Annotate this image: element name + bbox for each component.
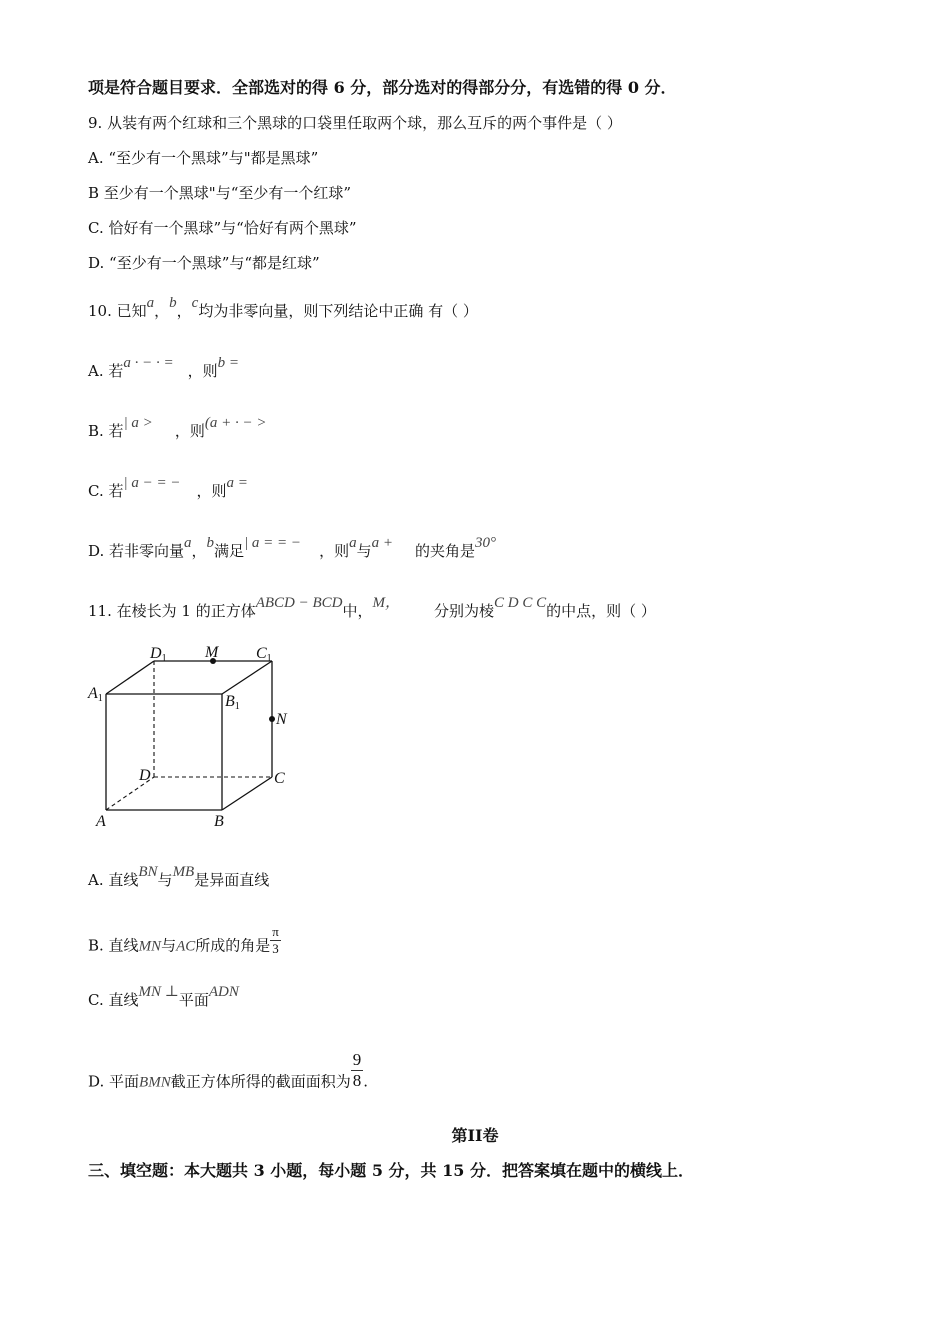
label-d: D xyxy=(139,767,151,784)
q11-option-c: C. 直线MN ⊥平面ADN xyxy=(88,984,239,1009)
q10-option-a: A. 若a · − · = ，则b = xyxy=(88,355,240,380)
q11-option-d: D. 平面BMN截正方体所得的截面面积为 $\frac{9}{8}$ . xyxy=(88,1050,368,1091)
label-d1: D1 xyxy=(150,645,167,664)
label-b1: B1 xyxy=(225,693,240,712)
vector-c: c xyxy=(191,295,199,311)
point-n xyxy=(269,716,275,722)
cube-name: ABCD − BCD xyxy=(255,595,343,611)
q11-option-b: B. 直线MN与AC所成的角是 $\frac{\pi}{3}$ xyxy=(88,924,279,956)
q10-c-formula: | a − = − xyxy=(123,475,181,491)
q9-option-b: B 至少有一个黑球"与“至少有一个红球” xyxy=(88,184,352,202)
label-b: B xyxy=(214,813,224,830)
q10-b-formula: | a > xyxy=(123,415,153,431)
edge-names: C D C C xyxy=(494,595,547,611)
q10-option-d: D. 若非零向量a，b满足| a = = − ，则a与a + 的夹角是30° xyxy=(88,535,496,560)
q10-a-formula: a · − · = xyxy=(123,355,174,371)
label-c: C xyxy=(274,770,285,787)
q10-option-b: B. 若| a > ，则(a + · − > xyxy=(88,415,267,440)
q9-option-d: D. “至少有一个黑球”与“都是红球” xyxy=(88,254,320,272)
angle-value: 30° xyxy=(474,535,496,551)
vector-b: b xyxy=(169,295,177,311)
q10-c-result: a = xyxy=(226,475,248,491)
q10-d-formula: | a = = − xyxy=(244,535,302,551)
label-n: N xyxy=(276,711,287,728)
q9-option-a: A. “至少有一个黑球”与"都是黑球” xyxy=(88,149,319,167)
edge-a1d1 xyxy=(106,661,154,694)
q9-stem: 9. 从装有两个红球和三个黑球的口袋里任取两个球，那么互斥的两个事件是（ ） xyxy=(88,114,622,132)
section-instruction: 项是符合题目要求．全部选对的得 6 分，部分选对的得部分分，有选错的得 0 分． xyxy=(88,78,677,97)
vector-a: a xyxy=(146,295,155,311)
q10-option-c: C. 若| a − = − ，则a = xyxy=(88,475,248,500)
q11-stem: 11. 在棱长为 1 的正方体ABCD − BCD中，M， 分别为棱C D C C的中点，则（ ） xyxy=(88,595,656,620)
label-c1: C1 xyxy=(256,645,272,664)
label-a: A xyxy=(96,813,106,830)
edge-b1c1 xyxy=(222,661,272,694)
fraction-pi-over-3: $\frac{\pi}{3}$ xyxy=(272,924,279,956)
q11-option-a: A. 直线BN与MB是异面直线 xyxy=(88,864,270,889)
cube-figure xyxy=(86,640,306,835)
q10-b-result: (a + · − > xyxy=(204,415,267,431)
q10-stem: 10. 已知a，b，c均为非零向量，则下列结论中正确 有（ ） xyxy=(88,295,478,320)
label-m: M xyxy=(205,644,219,661)
volume-title: 第II卷 xyxy=(451,1126,499,1145)
label-a1: A1 xyxy=(88,685,103,704)
edge-bc xyxy=(222,777,272,810)
fraction-9-over-8: $\frac{9}{8}$ xyxy=(352,1050,362,1090)
q9-option-c: C. 恰好有一个黑球”与“恰好有两个黑球” xyxy=(88,219,357,237)
q10-a-result: b = xyxy=(217,355,240,371)
fill-blank-heading: 三、填空题：本大题共 3 小题，每小题 5 分，共 15 分．把答案填在题中的横线上． xyxy=(88,1161,694,1180)
